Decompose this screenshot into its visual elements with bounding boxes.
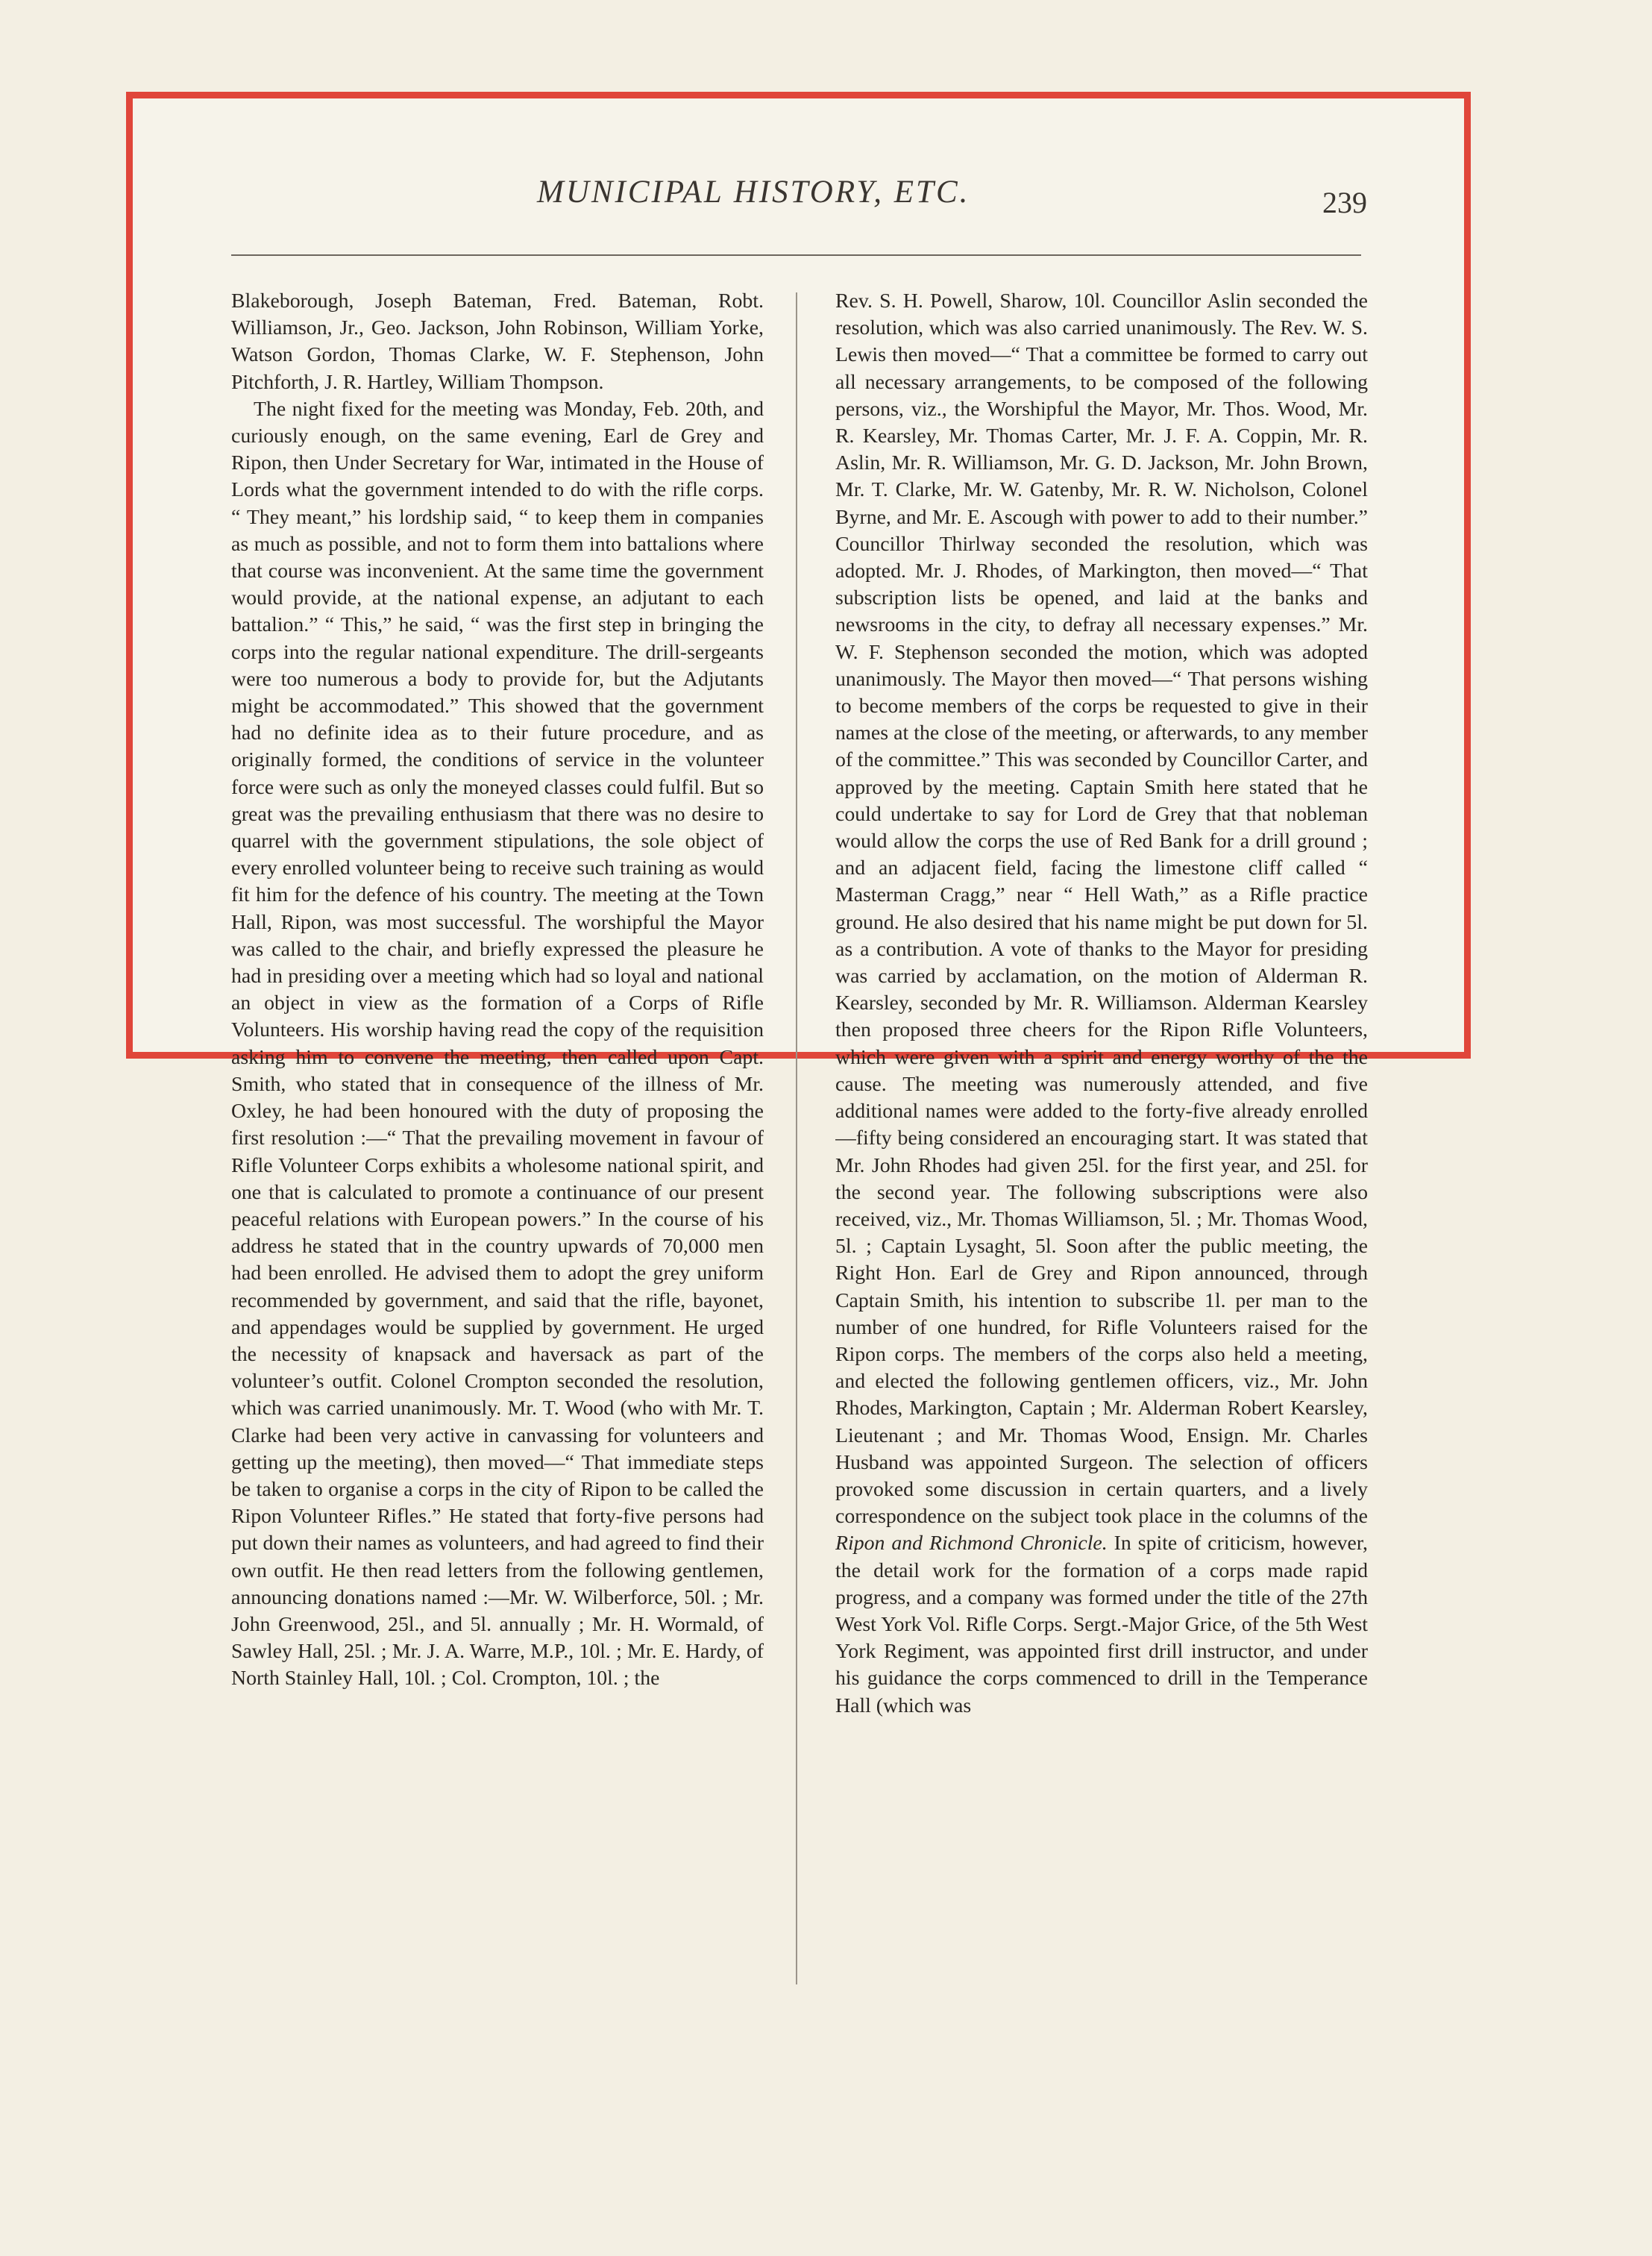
page-number: 239 [1322,186,1367,219]
right-text-part-2: In spite of criticism, however, the detail work for the formation of a corps made rapid progress, and a company was formed under the title of the 27th West York Vol. Rifle Corps. Sergt.-Major Grice, of the 5th West York Regiment, was appointed first drill instructor, and under his guidance the corps commenced to drill in the Temperance Hall (which was [835,1532,1368,1717]
right-paragraph [835,288,1368,1720]
left-column [231,288,764,1693]
newspaper-title: Ripon and Richmond Chronicle. [835,1532,1108,1555]
running-title: MUNICIPAL HISTORY, ETC. [537,175,970,210]
right-text-part-1: Rev. S. H. Powell, Sharow, 10l. Councillor Aslin seconded the resolution, which was also carried unanimously. The Rev. W. S. Lewis then moved—“ That a committee be formed to carry out all necessary arrangements, to be composed of the following persons, viz., the Worshipful the Mayor, Mr. Thos. Wood, Mr. R. Kearsley, Mr. Thomas Carter, Mr. J. F. A. Coppin, Mr. R. Aslin, Mr. R. Williamson, Mr. G. D. Jackson, Mr. John Brown, Mr. T. Clarke, Mr. W. Gatenby, Mr. R. W. Nicholson, Colonel Byrne, and Mr. E. Ascough with power to add to their number.” Councillor Thirlway seconded the resolution, which was adopted. Mr. J. Rhodes, of Markington, then moved—“ That subscription lists be opened, and laid at the banks and newsrooms in the city, to defray all necessary expenses.” Mr. W. F. Stephenson seconded the motion, which was adopted unanimously. The Mayor then moved—“ That persons wishing to become members of the corps be requested to give in their names at the close of the meeting, or afterwards, to any member of the committee.” This was seconded by Councillor Carter, and approved by the meeting. Captain Smith here stated that he could undertake to say for Lord de Grey that that nobleman would allow the corps the use of Red Bank for a drill ground ; and an adjacent field, facing the limestone cliff called “ Masterman Cragg,” near “ Hell Wath,” as a Rifle practice ground. He also desired that his name might be put down for 5l. as a contribution. A vote of thanks to the Mayor for presiding was carried by acclamation, on the motion of Alderman R. Kearsley, seconded by Mr. R. Williamson. Alderman Kearsley then proposed three cheers for the Ripon Rifle Volunteers, which were given with a spirit and energy worthy of the the cause. The meeting was numerously attended, and five additional names were added to the forty-five already enrolled—fifty being considered an encouraging start. It was stated that Mr. John Rhodes had given 25l. for the first year, and 25l. for the second year. The following subscriptions were also received, viz., Mr. Thomas Williamson, 5l. ; Mr. Thomas Wood, 5l. ; Captain Lysaght, 5l. Soon after the public meeting, the Right Hon. Earl de Grey and Ripon announced, through Captain Smith, his intention to subscribe 1l. per man to the number of one hundred, for Rifle Volunteers raised for the Ripon corps. The members of the corps also held a meeting, and elected the following gentlemen officers, viz., Mr. John Rhodes, Markington, Captain ; Mr. Alderman Robert Kearsley, Lieutenant ; and Mr. Thomas Wood, Ensign. Mr. Charles Husband was appointed Surgeon. The selection of officers provoked some discussion in certain quarters, and a lively correspondence on the subject took place in the columns of the [835,289,1368,1529]
column-divider [796,292,797,1984]
header-rule [231,254,1361,256]
right-column [835,288,1368,1720]
left-paragraph-2: The night fixed for the meeting was Monday, Feb. 20th, and curiously enough, on the same evening, Earl de Grey and Ripon, then Under Secretary for War, intimated in the House of Lords what the government intended to do with the rifle corps. “ They meant,” his lordship said, “ to keep them in companies as much as possible, and not to form them into battalions where that course was inconvenient. At the same time the government would provide, at the national expense, an adjutant to each battalion.” “ This,” he said, “ was the first step in bringing the corps into the regular national expenditure. The drill-sergeants were too numerous a body to provide for, but the Adjutants might be accommodated.” This showed that the government had no definite idea as to their future procedure, and as originally formed, the conditions of service in the volunteer force were such as only the moneyed classes could fulfil. But so great was the prevailing enthusiasm that there was no desire to quarrel with the government stipulations, the sole object of every enrolled volunteer being to receive such training as would fit him for the defence of his country. The meeting at the Town Hall, Ripon, was most successful. The worshipful the Mayor was called to the chair, and briefly expressed the pleasure he had in presiding over a meeting which had so loyal and national an object in view as the formation of a Corps of Rifle Volunteers. His worship having read the copy of the requisition asking him to convene the meeting, then called upon Capt. Smith, who stated that in consequence of the illness of Mr. Oxley, he had been honoured with the duty of proposing the first resolution :—“ That the prevailing movement in favour of Rifle Volunteer Corps exhibits a wholesome national spirit, and one that is calculated to promote a continuance of our present peaceful relations with European powers.” In the course of his address he stated that in the country upwards of 70,000 men had been enrolled. He advised them to adopt the grey uniform recommended by government, and said that the rifle, bayonet, and appendages would be supplied by government. He urged the necessity of knapsack and haversack as part of the volunteer’s outfit. Colonel Crompton seconded the resolution, which was carried unanimously. Mr. T. Wood (who with Mr. T. Clarke had been very active in canvassing for volunteers and getting up the meeting), then moved—“ That immediate steps be taken to organise a corps in the city of Ripon to be called the Ripon Volunteer Rifles.” He stated that forty-five persons had put down their names as volunteers, and had agreed to find their own outfit. He then read letters from the following gentlemen, announcing donations named :—Mr. W. Wilberforce, 50l. ; Mr. John Greenwood, 25l., and 5l. annually ; Mr. H. Wormald, of Sawley Hall, 25l. ; Mr. J. A. Warre, M.P., 10l. ; Mr. E. Hardy, of North Stainley Hall, 10l. ; Col. Crompton, 10l. ; the [231,397,764,1691]
left-paragraph-1: Blakeborough, Joseph Bateman, Fred. Bateman, Robt. Williamson, Jr., Geo. Jackson, John Robinson, William Yorke, Watson Gordon, Thomas Clarke, W. F. Stephenson, John Pitchforth, J. R. Hartley, William Thompson. [231,289,764,394]
